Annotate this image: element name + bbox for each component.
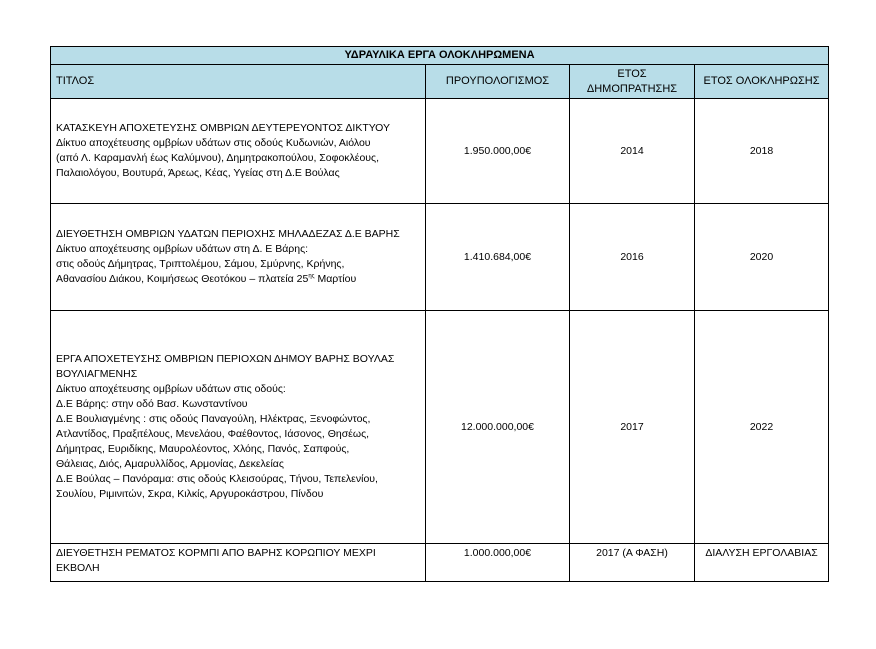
row-title-line: Δίκτυο αποχέτευσης ομβρίων υδάτων στη Δ. Ε Βάρης: <box>56 243 309 255</box>
header-budget: ΠΡΟΥΠΟΛΟΓΙΣΜΟΣ <box>426 65 570 99</box>
header-auction-year-line2: ΔΗΜΟΠΡΑΤΗΣΗΣ <box>586 82 678 95</box>
row-title-line: Δίκτυο αποχέτευσης ομβρίων υδάτων στις οδούς: <box>56 383 286 395</box>
row-completion-year: 2020 <box>695 204 829 311</box>
table-title-row <box>51 47 829 65</box>
row-title-text: Αθανασίου Διάκου, Κοιμήσεως Θεοτόκου – πλατεία 25 <box>56 273 309 285</box>
row-title-line: Δ.Ε Βάρης: στην οδό Βασ. Κωνσταντίνου <box>56 398 248 410</box>
row-title <box>51 311 426 544</box>
row-budget: 1.000.000,00€ <box>426 544 570 582</box>
table-row <box>51 544 829 582</box>
row-title-line: ΕΚΒΟΛΗ <box>56 562 100 574</box>
row-title-line-last <box>56 272 420 287</box>
table-row <box>51 99 829 204</box>
table-row <box>51 204 829 311</box>
hydraulic-works-table <box>50 46 829 582</box>
row-title <box>51 204 426 311</box>
row-budget: 1.950.000,00€ <box>426 99 570 204</box>
row-completion-year: ΔΙΑΛΥΣΗ ΕΡΓΟΛΑΒΙΑΣ <box>695 544 829 582</box>
row-budget: 12.000.000,00€ <box>426 311 570 544</box>
header-title: ΤΙΤΛΟΣ <box>51 65 426 99</box>
row-auction-year: 2017 <box>570 311 695 544</box>
row-title-line: ΚΑΤΑΣΚΕΥΗ ΑΠΟΧΕΤΕΥΣΗΣ ΟΜΒΡΙΩΝ ΔΕΥΤΕΡΕΥΟΝΤΟΣ ΔΙΚΤΥΟΥ <box>56 122 390 134</box>
row-title-line: Δ.Ε Βουλιαγμένης : στις οδούς Παναγούλη, Ηλέκτρας, Ξενοφώντος, <box>56 413 371 425</box>
row-title-line: Παλαιολόγου, Βουτυρά, Άρεως, Κέας, Υγείας στη Δ.Ε Βούλας <box>56 167 340 179</box>
row-title-line: στις οδούς Δήμητρας, Τριπτολέμου, Σάμου, Σμύρνης, Κρήνης, <box>56 258 345 270</box>
row-title-text: Μαρτίου <box>314 273 357 285</box>
row-completion-year: 2022 <box>695 311 829 544</box>
row-title-line: Ατλαντίδος, Πραξιτέλους, Μενελάου, Φαέθοντος, Ιάσονος, Θησέως, <box>56 428 370 440</box>
header-auction-year <box>570 65 695 99</box>
ordinal-suffix: ης <box>308 273 315 280</box>
row-title-line: ΔΙΕΥΘΕΤΗΣΗ ΟΜΒΡΙΩΝ ΥΔΑΤΩΝ ΠΕΡΙΟΧΗΣ ΜΗΛΑΔΕΖΑΣ Δ.Ε ΒΑΡΗΣ <box>56 228 400 240</box>
row-title-line: Δίκτυο αποχέτευσης ομβρίων υδάτων στις οδούς Κυδωνιών, Αιόλου <box>56 137 371 149</box>
table-header-row <box>51 65 829 99</box>
row-title-line: Σουλίου, Ριμινιτών, Σκρα, Κιλκίς, Αργυροκάστρου, Πίνδου <box>56 488 324 500</box>
table-title: ΥΔΡΑΥΛΙΚΑ ΕΡΓΑ ΟΛΟΚΛΗΡΩΜΕΝΑ <box>51 47 829 65</box>
row-auction-year: 2017 (Α ΦΑΣΗ) <box>570 544 695 582</box>
row-title <box>51 544 426 582</box>
row-title <box>51 99 426 204</box>
row-title-line: ΒΟΥΛΙΑΓΜΕΝΗΣ <box>56 368 138 380</box>
row-budget: 1.410.684,00€ <box>426 204 570 311</box>
header-auction-year-line1: ΕΤΟΣ <box>617 67 647 80</box>
row-title-line: Δήμητρας, Ευριδίκης, Μαυρολέοντος, Χλόης, Πανός, Σαπφούς, <box>56 443 350 455</box>
table-row <box>51 311 829 544</box>
row-title-line: (από Λ. Καραμανλή έως Καλύμνου), Δημητρακοπούλου, Σοφοκλέους, <box>56 152 380 164</box>
row-completion-year: 2018 <box>695 99 829 204</box>
row-title-line: Δ.Ε Βούλας – Πανόραμα: στις οδούς Κλεισούρας, Τήνου, Τεπελενίου, <box>56 473 378 485</box>
row-title-line: ΔΙΕΥΘΕΤΗΣΗ ΡΕΜΑΤΟΣ ΚΟΡΜΠΙ ΑΠΟ ΒΑΡΗΣ ΚΟΡΩΠΙΟΥ ΜΕΧΡΙ <box>56 547 376 559</box>
row-title-line: ΕΡΓΑ ΑΠΟΧΕΤΕΥΣΗΣ ΟΜΒΡΙΩΝ ΠΕΡΙΟΧΩΝ ΔΗΜΟΥ ΒΑΡΗΣ ΒΟΥΛΑΣ <box>56 353 395 365</box>
header-completion-year: ΕΤΟΣ ΟΛΟΚΛΗΡΩΣΗΣ <box>695 65 829 99</box>
row-auction-year: 2014 <box>570 99 695 204</box>
row-title-line: Θάλειας, Διός, Αμαρυλλίδος, Αρμονίας, Δεκελείας <box>56 458 284 470</box>
row-auction-year: 2016 <box>570 204 695 311</box>
